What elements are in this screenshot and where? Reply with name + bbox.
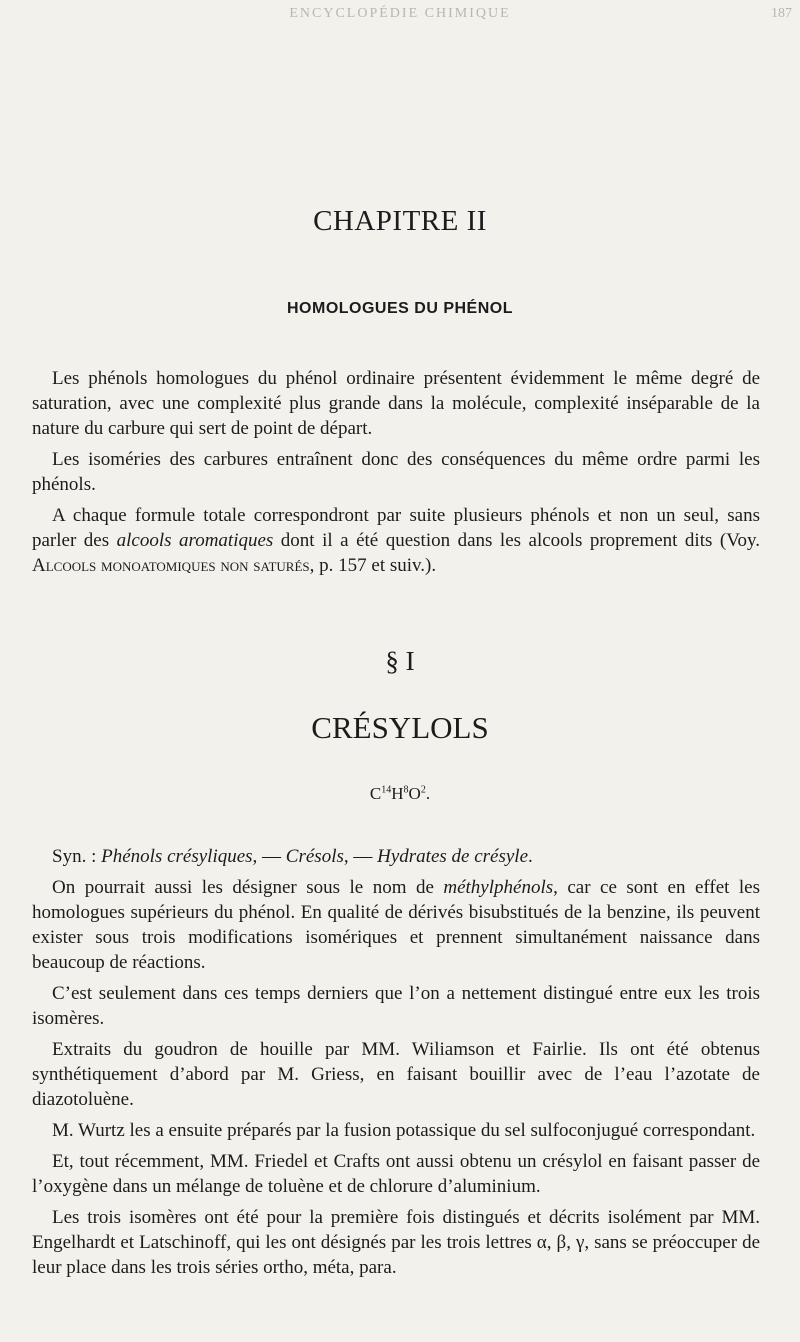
- text-run: , p. 157 et suiv.).: [309, 555, 437, 576]
- cresylols-paragraph-3: Extraits du goudron de houille par MM. Wiliamson et Fairlie. Ils ont été obtenus synthétiquement d’abord par M. Griess, en faisant bouillir avec de l’eau l’azotate de diazotoluène.: [32, 1039, 760, 1110]
- section-number: § I: [385, 646, 415, 676]
- synonym: Hydrates de crésyle: [377, 846, 529, 867]
- intro-paragraph-3: [32, 503, 760, 578]
- intro-paragraph-2: Les isoméries des carbures entraînent donc des conséquences du même ordre parmi les phénols.: [32, 449, 760, 495]
- cresylols-paragraph-1: [32, 875, 760, 975]
- cresylols-paragraph-5: Et, tout récemment, MM. Friedel et Crafts ont aussi obtenu un crésylol en faisant passer de l’oxygène dans un mélange de toluène et de chlorure d’aluminium.: [32, 1151, 760, 1197]
- italic-term: alcools aromatiques: [116, 530, 274, 551]
- separator: , —: [343, 846, 378, 867]
- chapter-title: CHAPITRE II: [313, 205, 487, 237]
- intro-paragraph-1: Les phénols homologues du phénol ordinaire présentent évidemment le même degré de saturation, avec une complexité plus grande dans la molécule, complexité inséparable de la nature du carbure qui sert de point de départ.: [32, 368, 760, 439]
- text-run: On pourrait aussi les désigner sous le nom de: [52, 877, 444, 898]
- smallcaps-reference: Alcools monoatomiques non saturés: [32, 555, 310, 576]
- text-run: , car ce sont en effet les homologues supérieurs du phénol. En qualité de dérivés bisubstitués de la benzine, ils peuvent exister sous trois modifications isomériques et prennent simultanément naissance dans beaucoup de réactions.: [32, 877, 760, 973]
- formula-end: .: [425, 784, 431, 803]
- intro-text: [32, 366, 760, 584]
- running-head: ENCYCLOPÉDIE CHIMIQUE: [289, 6, 511, 21]
- cresylols-paragraph-6: Les trois isomères ont été pour la première fois distingués et décrits isolément par MM. Engelhardt et Latschinoff, qui les ont désignés par les trois lettres α, β, γ, sans se préoccuper de leur place dans les trois séries ortho, méta, para.: [32, 1207, 760, 1278]
- text-run: .: [528, 846, 533, 867]
- formula-index: 14: [381, 784, 392, 796]
- chemical-formula: [0, 784, 800, 804]
- synonyms-label: Syn. :: [52, 846, 102, 867]
- cresylols-paragraph-4: M. Wurtz les a ensuite préparés par la fusion potassique du sel sulfoconjugué correspondant.: [52, 1120, 756, 1141]
- text-run: dont il a été question dans les alcools proprement dits (Voy.: [273, 530, 760, 551]
- formula-element: H: [391, 784, 404, 803]
- synonym: Phénols crésyliques: [101, 846, 253, 867]
- separator: , —: [252, 846, 286, 867]
- text-run: A chaque formule totale correspondront par suite plusieurs phénols et non un seul, sans parler des: [32, 505, 760, 551]
- formula-index: 2: [420, 784, 426, 796]
- page-number: 187: [771, 6, 792, 21]
- formula-element: C: [369, 784, 382, 803]
- formula-index: 8: [403, 784, 409, 796]
- formula-element: O: [408, 784, 421, 803]
- cresylols-paragraph-2: C’est seulement dans ces temps derniers que l’on a nettement distingué entre eux les trois isomères.: [32, 983, 760, 1029]
- synonym: Crésols: [285, 846, 344, 867]
- synonyms-line: [32, 844, 760, 869]
- cresylols-text: [32, 844, 760, 1286]
- chapter-subtitle: HOMOLOGUES DU PHÉNOL: [286, 300, 513, 317]
- section-title: CRÉSYLOLS: [311, 710, 489, 745]
- italic-term: méthylphénols: [443, 877, 554, 898]
